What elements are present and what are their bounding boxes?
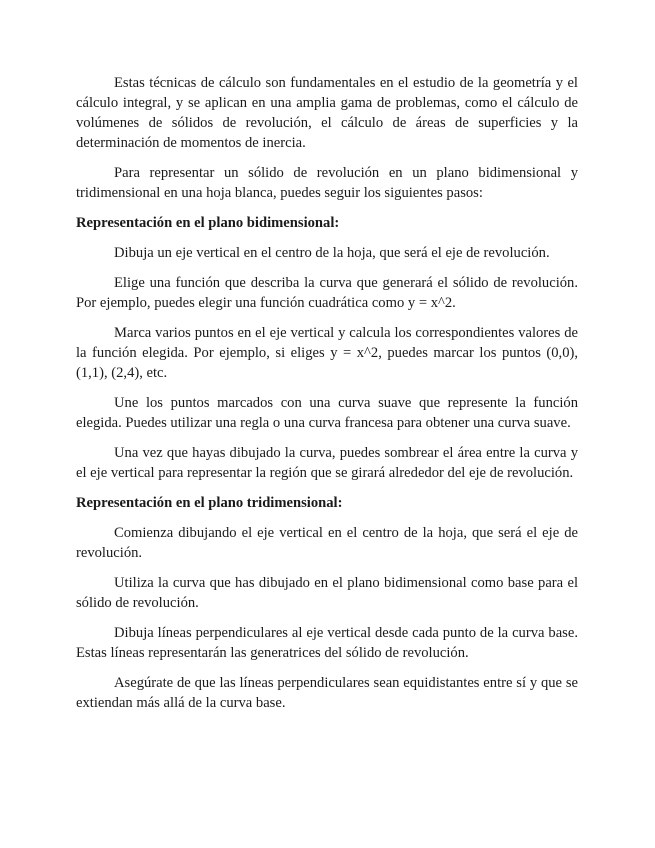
section-heading-3d: Representación en el plano tridimensional: [76, 495, 343, 511]
step-3d-1: Comienza dibujando el eje vertical en el centro de la hoja, que será el eje de revolución. [76, 525, 578, 561]
step-3d-4: Asegúrate de que las líneas perpendiculares sean equidistantes entre sí y que se extiendan más allá de la curva base. [76, 675, 578, 711]
step-2d-2: Elige una función que describa la curva que generará el sólido de revolución. Por ejemplo, puedes elegir una función cuadrática como y = x^2. [76, 275, 578, 311]
document-body [76, 73, 578, 723]
step-2d-5: Una vez que hayas dibujado la curva, puedes sombrear el área entre la curva y el eje vertical para representar la región que se girará alrededor del eje de revolución. [76, 445, 578, 481]
step-2d-3: Marca varios puntos en el eje vertical y calcula los correspondientes valores de la función elegida. Por ejemplo, si eliges y = x^2, puedes marcar los puntos (0,0), (1,1), (2,4), etc. [76, 325, 578, 381]
step-2d-1: Dibuja un eje vertical en el centro de la hoja, que será el eje de revolución. [114, 245, 550, 261]
step-3d-2: Utiliza la curva que has dibujado en el plano bidimensional como base para el sólido de revolución. [76, 575, 578, 611]
step-2d-4: Une los puntos marcados con una curva suave que represente la función elegida. Puedes utilizar una regla o una curva francesa para obtener una curva suave. [76, 395, 578, 431]
step-3d-3: Dibuja líneas perpendiculares al eje vertical desde cada punto de la curva base. Estas líneas representarán las generatrices del sólido de revolución. [76, 625, 578, 661]
instructions-paragraph: Para representar un sólido de revolución en un plano bidimensional y tridimensional en una hoja blanca, puedes seguir los siguientes pasos: [76, 165, 578, 201]
intro-paragraph: Estas técnicas de cálculo son fundamentales en el estudio de la geometría y el cálculo integral, y se aplican en una amplia gama de problemas, como el cálculo de volúmenes de sólidos de revolución, el cálculo de áreas de superficies y la determinación de momentos de inercia. [76, 75, 578, 151]
section-heading-2d: Representación en el plano bidimensional: [76, 215, 340, 231]
